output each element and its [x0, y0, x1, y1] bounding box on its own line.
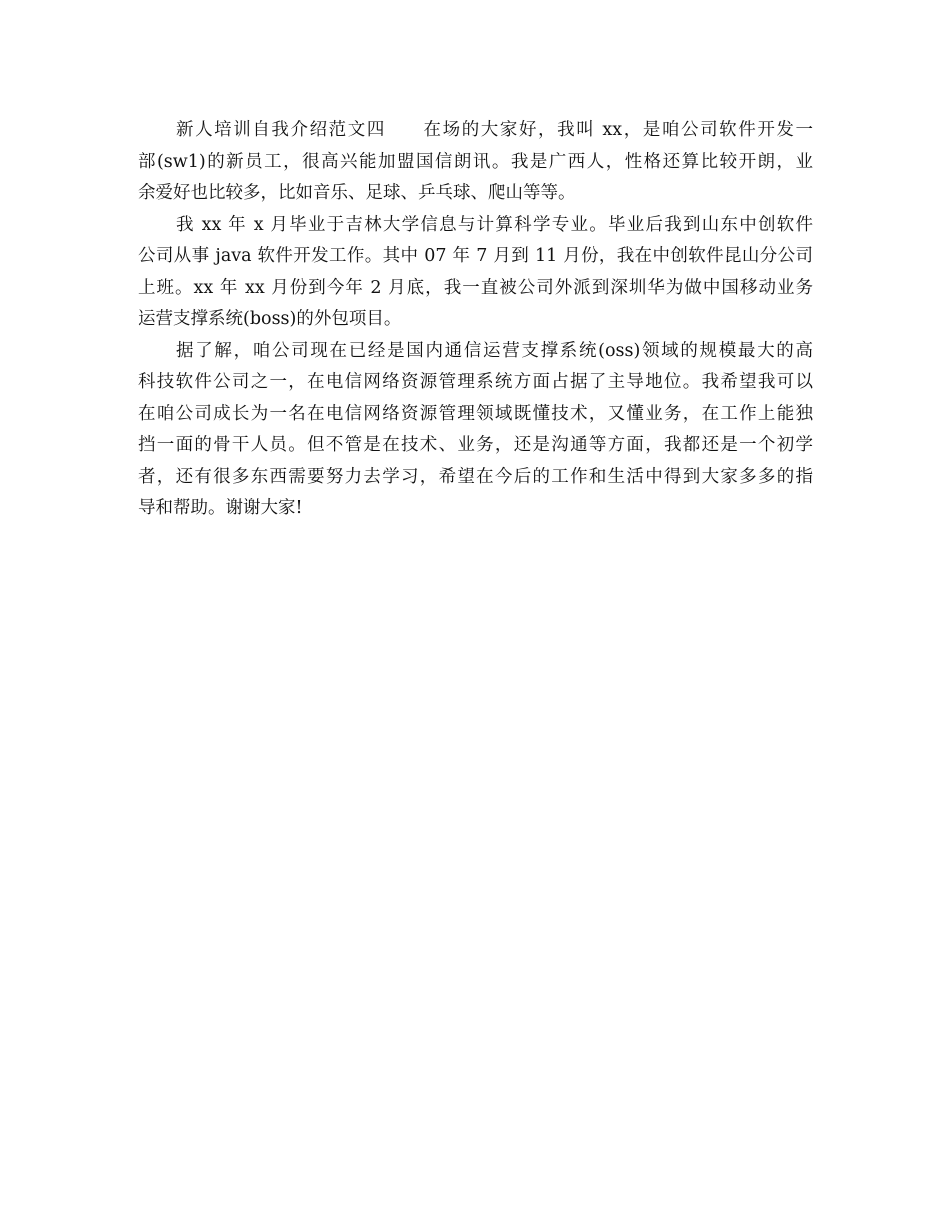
paragraph-intro — [138, 115, 813, 210]
paragraph-education — [138, 210, 813, 336]
paragraph-line: 者，还有很多东西需要努力去学习，希望在今后的工作和生活中得到大家多多的指 — [138, 466, 813, 487]
paragraph-line: 部(sw1)的新员工，很高兴能加盟国信朗讯。我是广西人，性格还算比较开朗，业 — [138, 151, 813, 172]
paragraph-line: 导和帮助。谢谢大家! — [138, 498, 303, 518]
paragraph-goals — [138, 336, 813, 525]
paragraph-line: 公司从事 java 软件开发工作。其中 07 年 7 月到 11 月份，我在中创软件昆山分公司 — [138, 246, 813, 266]
paragraph-line: 运营支撑系统(boss)的外包项目。 — [138, 309, 402, 329]
document-body — [138, 115, 813, 525]
paragraph-line: 上班。xx 年 xx 月份到今年 2 月底，我一直被公司外派到深圳华为做中国移动业务 — [138, 277, 813, 298]
paragraph-line: 科技软件公司之一，在电信网络资源管理系统方面占据了主导地位。我希望我可以 — [138, 372, 813, 392]
paragraph-line: 在咱公司成长为一名在电信网络资源管理领域既懂技术，又懂业务，在工作上能独 — [138, 403, 813, 424]
paragraph-line — [138, 115, 813, 147]
document-heading: 新人培训自我介绍范文四 — [176, 120, 386, 140]
paragraph-line: 挡一面的骨干人员。但不管是在技术、业务，还是沟通等方面，我都还是一个初学 — [138, 435, 813, 455]
paragraph-line: 余爱好也比较多，比如音乐、足球、乒乓球、爬山等等。 — [138, 183, 576, 203]
paragraph-line: 据了解，咱公司现在已经是国内通信运营支撑系统(oss)领域的规模最大的高 — [176, 340, 813, 361]
paragraph-text: 在场的大家好，我叫 xx，是咱公司软件开发一 — [421, 120, 814, 140]
paragraph-line: 我 xx 年 x 月毕业于吉林大学信息与计算科学专业。毕业后我到山东中创软件 — [176, 214, 813, 235]
